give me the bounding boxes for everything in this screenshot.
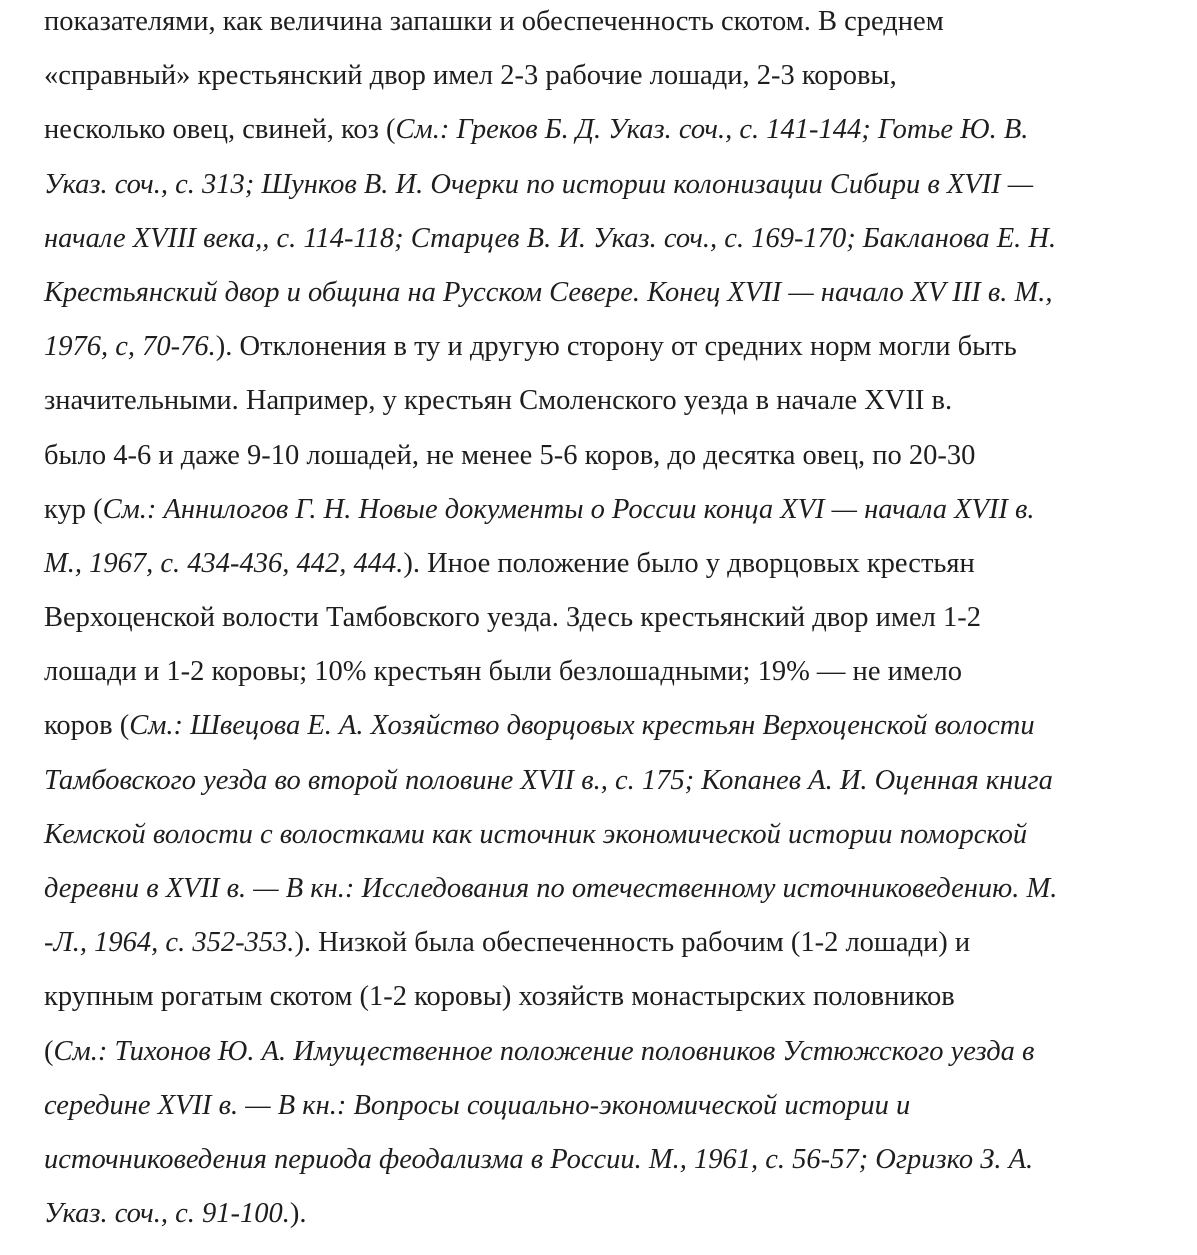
text-line <box>44 645 1184 699</box>
text-line <box>44 0 1184 49</box>
citation-text: См.: Греков Б. Д. Указ. соч., с. 141-144; Готье Ю. В. <box>395 114 1029 146</box>
citation-text: -Л., 1964, с. 352-353. <box>44 927 295 959</box>
body-text: Верхоценской волости Тамбовского уезда. Здесь крестьянский двор имел 1-2 <box>44 602 981 634</box>
text-line <box>44 320 1184 374</box>
citation-text: См.: Аннилогов Г. Н. Новые документы о России конца XVI — начала XVII в. <box>102 493 1035 525</box>
citation-text: источниковедения периода феодализма в России. М., 1961, с. 56-57; Огризко З. А. <box>44 1143 1034 1175</box>
citation-text: Крестьянский двор и община на Русском Севере. Конец XVII — начало XV III в. М., <box>44 276 1053 308</box>
body-text: ). Низкой была обеспеченность рабочим (1-2 лошади) и <box>294 927 971 959</box>
text-line <box>44 808 1184 862</box>
citation-text: середине XVII в. — В кн.: Вопросы социально-экономической истории и <box>44 1089 911 1121</box>
document-body <box>44 0 1184 1241</box>
citation-text: Указ. соч., с. 91-100. <box>44 1198 290 1230</box>
body-text: кур ( <box>44 493 103 525</box>
text-line <box>44 591 1184 645</box>
text-line <box>44 49 1184 103</box>
text-line <box>44 429 1184 483</box>
citation-text: См.: Тихонов Ю. А. Имущественное положение половников Устюжского уезда в <box>53 1035 1035 1067</box>
text-line <box>44 754 1184 808</box>
citation-text: начале XVIII века,, с. 114-118; Старцев В. И. Указ. соч., с. 169-170; Бакланова Е. Н. <box>44 222 1057 254</box>
citation-text: М., 1967, с. 434-436, 442, 444. <box>44 547 404 579</box>
body-text: несколько овец, свиней, коз ( <box>44 114 396 146</box>
text-line <box>44 537 1184 591</box>
text-line <box>44 699 1184 753</box>
citation-text: 1976, с, 70-76. <box>44 331 216 363</box>
body-text: лошади и 1-2 коровы; 10% крестьян были безлошадными; 19% — не имело <box>44 656 962 688</box>
text-line <box>44 158 1184 212</box>
body-text: ). <box>289 1198 307 1230</box>
text-line <box>44 970 1184 1024</box>
text-line <box>44 1025 1184 1079</box>
body-text: было 4-6 и даже 9-10 лошадей, не менее 5-6 коров, до десятка овец, по 20-30 <box>44 439 976 471</box>
text-line <box>44 483 1184 537</box>
body-text: коров ( <box>44 710 130 742</box>
text-line <box>44 1079 1184 1133</box>
body-text: ). Отклонения в ту и другую сторону от средних норм могли быть <box>215 331 1017 363</box>
citation-text: Кемской волости с волостками как источник экономической истории поморской <box>44 818 1028 850</box>
body-text: показателями, как величина запашки и обеспеченность скотом. В среднем <box>44 6 944 37</box>
text-line <box>44 212 1184 266</box>
body-text: значительными. Например, у крестьян Смоленского уезда в начале XVII в. <box>44 385 953 417</box>
citation-text: См.: Швецова Е. А. Хозяйство дворцовых крестьян Верхоценской волости <box>129 710 1035 742</box>
citation-text: Тамбовского уезда во второй половине XVII в., с. 175; Копанев А. И. Оценная книга <box>44 764 1053 796</box>
text-line <box>44 266 1184 320</box>
body-text: ). Иное положение было у дворцовых крестьян <box>403 547 975 579</box>
citation-text: деревни в XVII в. — В кн.: Исследования по отечественному источниковедению. М. <box>44 873 1058 904</box>
text-line <box>44 374 1184 428</box>
citation-text: Указ. соч., с. 313; Шунков В. И. Очерки по истории колонизации Сибири в XVII — <box>44 168 1034 200</box>
body-text: «справный» крестьянский двор имел 2-3 рабочие лошади, 2-3 коровы, <box>44 60 897 92</box>
text-line <box>44 1133 1184 1187</box>
body-text: крупным рогатым скотом (1-2 коровы) хозяйств монастырских половников <box>44 981 955 1013</box>
text-line <box>44 1187 1184 1241</box>
body-text: ( <box>44 1035 54 1067</box>
text-line <box>44 103 1184 157</box>
text-line <box>44 862 1184 916</box>
text-line <box>44 916 1184 970</box>
